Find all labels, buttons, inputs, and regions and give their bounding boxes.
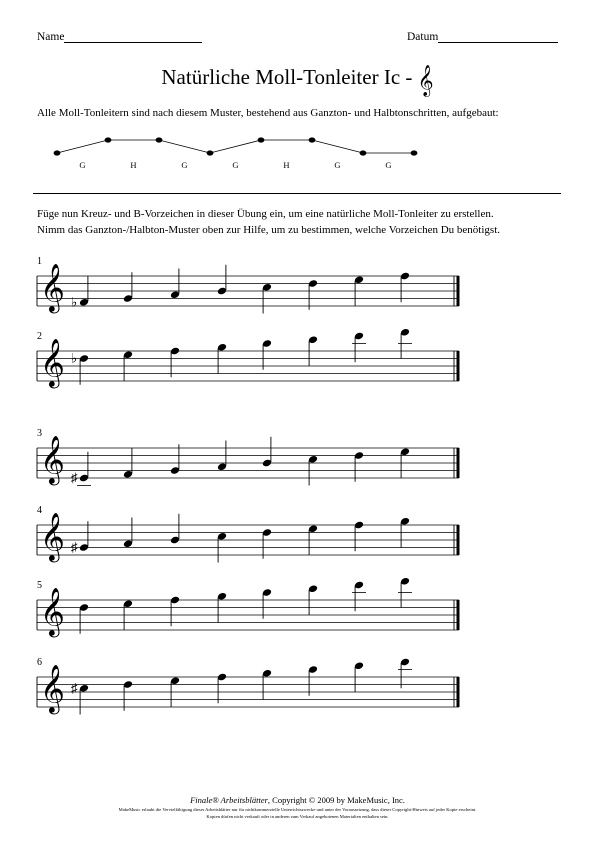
date-label: Datum: [407, 31, 439, 43]
pattern-step-label: G: [181, 160, 188, 170]
treble-clef-icon: 𝄞: [40, 437, 65, 484]
accidental: ♯: [71, 539, 78, 555]
accidental: ♭: [71, 294, 78, 310]
exercise-number: 3: [37, 428, 42, 439]
exercise-number: 1: [37, 256, 42, 267]
title-text: Natürliche Moll-Tonleiter Ic -: [161, 65, 413, 89]
pattern-step-label: G: [79, 160, 86, 170]
pattern-step-label: H: [130, 160, 137, 170]
treble-clef-icon: 𝄞: [40, 666, 65, 713]
treble-clef-icon: 𝄞: [40, 514, 65, 561]
intro-text: Alle Moll-Tonleitern sind nach diesem Muster, bestehend aus Ganzton- und Halbtonschritten, aufgebaut:: [37, 107, 499, 119]
exercise-staff: [37, 428, 459, 486]
treble-clef-icon: 𝄞: [40, 589, 65, 636]
exercise-staff: [37, 657, 459, 715]
exercise-staff: [37, 505, 459, 563]
instruction-line-2: Nimm das Ganzton-/Halbton-Muster oben zur Hilfe, um zu bestimmen, welche Vorzeichen Du benötigst.: [37, 224, 501, 236]
exercise-staff: [37, 256, 459, 314]
footer-copyright-text: , Copyright © 2009 by MakeMusic, Inc.: [267, 795, 405, 805]
name-label: Name: [37, 31, 65, 43]
accidental: ♯: [71, 470, 78, 485]
footer-brand: Finale® Arbeitsblätter: [190, 795, 268, 805]
pattern-step-label: G: [334, 160, 341, 170]
instruction-line-1: Füge nun Kreuz- und B-Vorzeichen in dieser Übung ein, um eine natürliche Moll-Tonleiter zu erstellen.: [37, 208, 494, 220]
footer-legal-2: Kopien dürfen nicht verkauft oder in anderen zum Verkauf angebotenen Materialien enthalten sein.: [206, 814, 389, 819]
accidental: ♭: [71, 350, 78, 366]
treble-clef-icon: 𝄞: [40, 265, 65, 312]
pattern-step-label: G: [232, 160, 239, 170]
exercise-number: 4: [37, 505, 42, 516]
footer-legal-1: MakeMusic erlaubt die Vervielfältigung dieser Arbeitsblätter nur für nichtkommerzielle Unterrichtszwecke und unter der Voraussetzung, dass dieser Copyright-Hinweis auf jeder Kopie erscheint.: [118, 807, 477, 812]
accidental: ♯: [71, 680, 78, 696]
treble-clef-icon: 𝄞: [40, 340, 65, 387]
exercise-number: 2: [37, 331, 42, 342]
exercise-number: 5: [37, 580, 42, 591]
exercise-number: 6: [37, 657, 42, 668]
exercise-staff: [37, 328, 459, 389]
exercise-staff: [37, 577, 459, 638]
pattern-step-label: G: [385, 160, 392, 170]
footer-copyright: [0, 795, 595, 805]
treble-clef-icon: 𝄞: [417, 65, 434, 96]
pattern-step-label: H: [283, 160, 290, 170]
